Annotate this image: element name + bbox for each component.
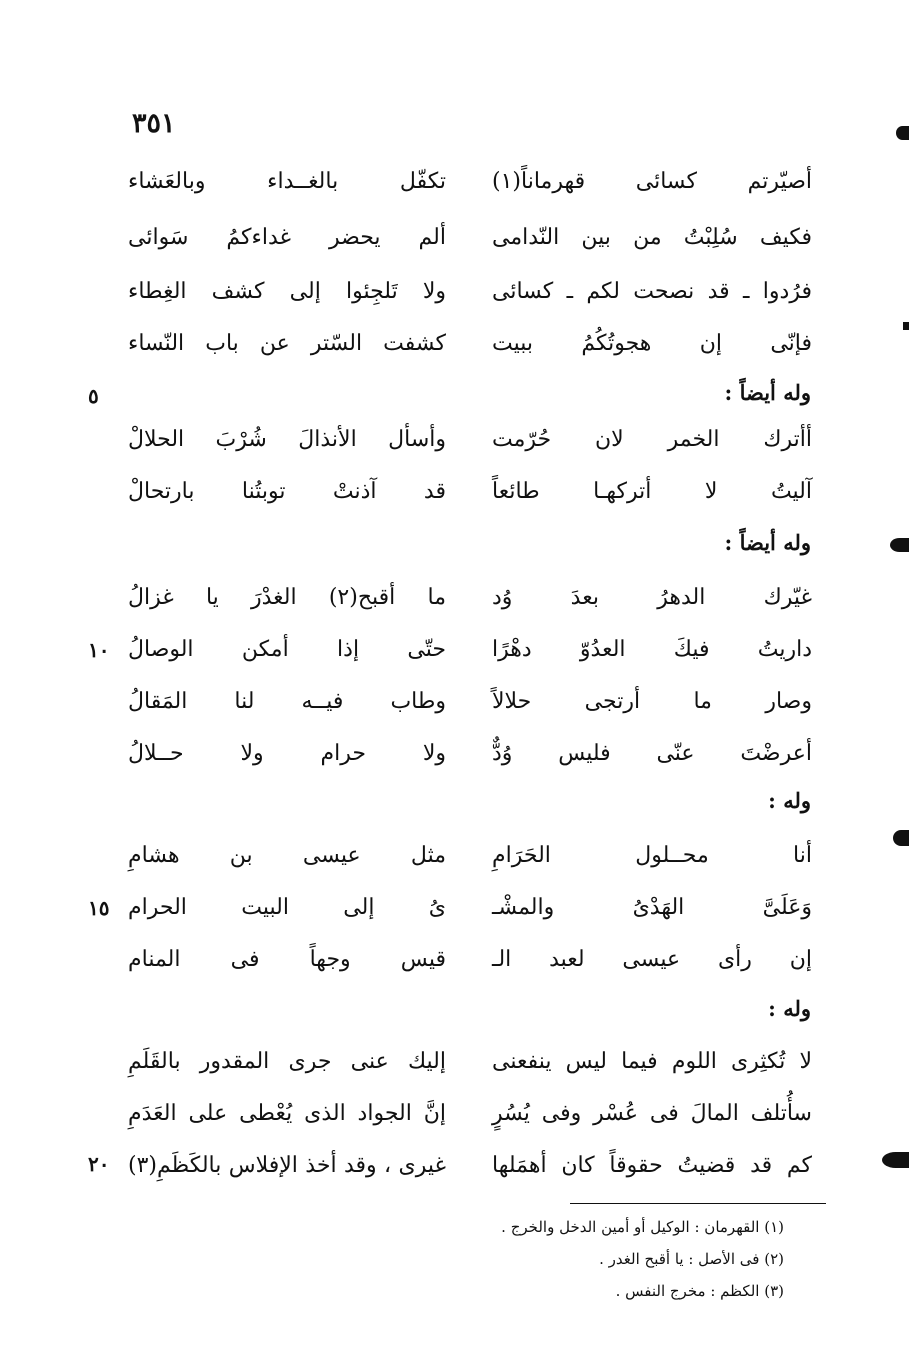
poem-heading: وله : xyxy=(768,996,811,1021)
hemistich-right: فرُدوا ـ قد نصحت لكم ـ كسائى xyxy=(492,279,812,304)
verse-line xyxy=(128,420,812,460)
verse-line xyxy=(128,940,812,980)
hemistich-left: وأسأل الأنذالَ شُرْبَ الحلالْ xyxy=(128,427,446,452)
verse-line xyxy=(128,682,812,722)
hemistich-left: ولا حرام ولا حــلالُ xyxy=(128,741,446,766)
hemistich-left: غيرى ، وقد أخذ الإفلاس بالكَظَمِ(٣) xyxy=(128,1153,446,1178)
hemistich-left: ىُ إلى البيت الحرام xyxy=(128,895,446,920)
hemistich-right: سأُتلف المالَ فى عُسْر وفى يُسُرٍ xyxy=(492,1101,812,1126)
verse-line xyxy=(128,218,812,258)
line-number-10: ١٠ xyxy=(88,638,110,662)
hemistich-left: ألم يحضر غداءكمُ سَوائى xyxy=(128,225,446,250)
hemistich-left: ولا تَلجِئوا إلى كشف الغِطاء xyxy=(128,279,446,304)
verse-line xyxy=(128,162,812,202)
hemistich-right: داريتُ فيكَ العدُوّ دهْرًا xyxy=(492,637,812,662)
footnote: (١) القهرمان : الوكيل أو أمين الدخل والخرج . xyxy=(501,1218,784,1236)
hemistich-right: أأترك الخمر لان حُرّمت xyxy=(492,427,812,452)
verse-line xyxy=(128,836,812,876)
hemistich-left: حتّى إذا أمكن الوصالُ xyxy=(128,637,446,662)
hemistich-left: وطاب فيــه لنا المَقالُ xyxy=(128,689,446,714)
hemistich-left: تكفّل بالغــداء وبالعَشاء xyxy=(128,169,446,194)
hemistich-left: إنَّ الجواد الذى يُعْطى على العَدَمِ xyxy=(128,1101,446,1126)
verse-line xyxy=(128,888,812,928)
line-number-5: ٥ xyxy=(88,384,99,408)
hemistich-right: أنا محــلول الحَرَامِ xyxy=(492,843,812,868)
hemistich-right: فكيف سُلِبْتُ من بين النّدامى xyxy=(492,225,812,250)
hemistich-right: وصار ما أرتجى حلالاً xyxy=(492,689,812,714)
poem-heading: وله أيضاً : xyxy=(724,380,811,405)
verse-line xyxy=(128,734,812,774)
hemistich-right: فإنّى إن هجوتُكُمُ ببيت xyxy=(492,331,812,356)
hemistich-right: لا تُكثِرى اللوم فيما ليس ينفعنى xyxy=(492,1049,812,1074)
poem-heading: وله : xyxy=(768,788,811,813)
margin-mark xyxy=(896,126,909,140)
footnote: (٣) الكظم : مخرج النفس . xyxy=(615,1282,784,1300)
poem-heading: وله أيضاً : xyxy=(724,530,811,555)
hemistich-right: أصيّرتم كسائى قهرماناً(١) xyxy=(492,169,812,194)
verse-line xyxy=(128,1146,812,1186)
hemistich-right: غيّرك الدهرُ بعدَ وُد xyxy=(492,585,812,610)
hemistich-left: ما أقبح(٢) الغدْرَ يا غزالُ xyxy=(128,585,446,610)
margin-mark xyxy=(890,538,909,552)
footnote-rule xyxy=(570,1203,826,1204)
margin-mark xyxy=(903,322,909,330)
verse-line xyxy=(128,1042,812,1082)
hemistich-right: آليتُ لا أتركهـا طائعاً xyxy=(492,479,812,504)
line-number-20: ٢٠ xyxy=(88,1152,110,1176)
hemistich-left: قيس وجهاً فى المنام xyxy=(128,947,446,972)
hemistich-right: وَعَلَىَّ الهَدْىُ والمشْـ xyxy=(492,895,812,920)
margin-mark xyxy=(893,830,909,846)
hemistich-right: كم قد قضيتُ حقوقاً كان أهمَلها xyxy=(492,1153,812,1178)
page-number: ٣٥١ xyxy=(132,108,176,139)
hemistich-left: قد آذنتْ توبتُنا بارتحالْ xyxy=(128,479,446,504)
verse-line xyxy=(128,578,812,618)
verse-line xyxy=(128,630,812,670)
verse-line xyxy=(128,1094,812,1134)
verse-line xyxy=(128,272,812,312)
hemistich-left: إليك عنى جرى المقدور بالقَلَمِ xyxy=(128,1049,446,1074)
verse-line xyxy=(128,324,812,364)
hemistich-left: كشفت السّتر عن باب النّساء xyxy=(128,331,446,356)
line-number-15: ١٥ xyxy=(88,896,110,920)
hemistich-right: أعرضْتَ عنّى فليس وُدٌّ xyxy=(492,741,812,766)
verse-line xyxy=(128,472,812,512)
footnote: (٢) فى الأصل : يا أقبح الغدر . xyxy=(599,1250,784,1268)
margin-mark xyxy=(882,1152,909,1168)
hemistich-right: إن رأى عيسى لعبد الـ xyxy=(492,947,812,972)
hemistich-left: مثل عيسى بن هشامِ xyxy=(128,843,446,868)
